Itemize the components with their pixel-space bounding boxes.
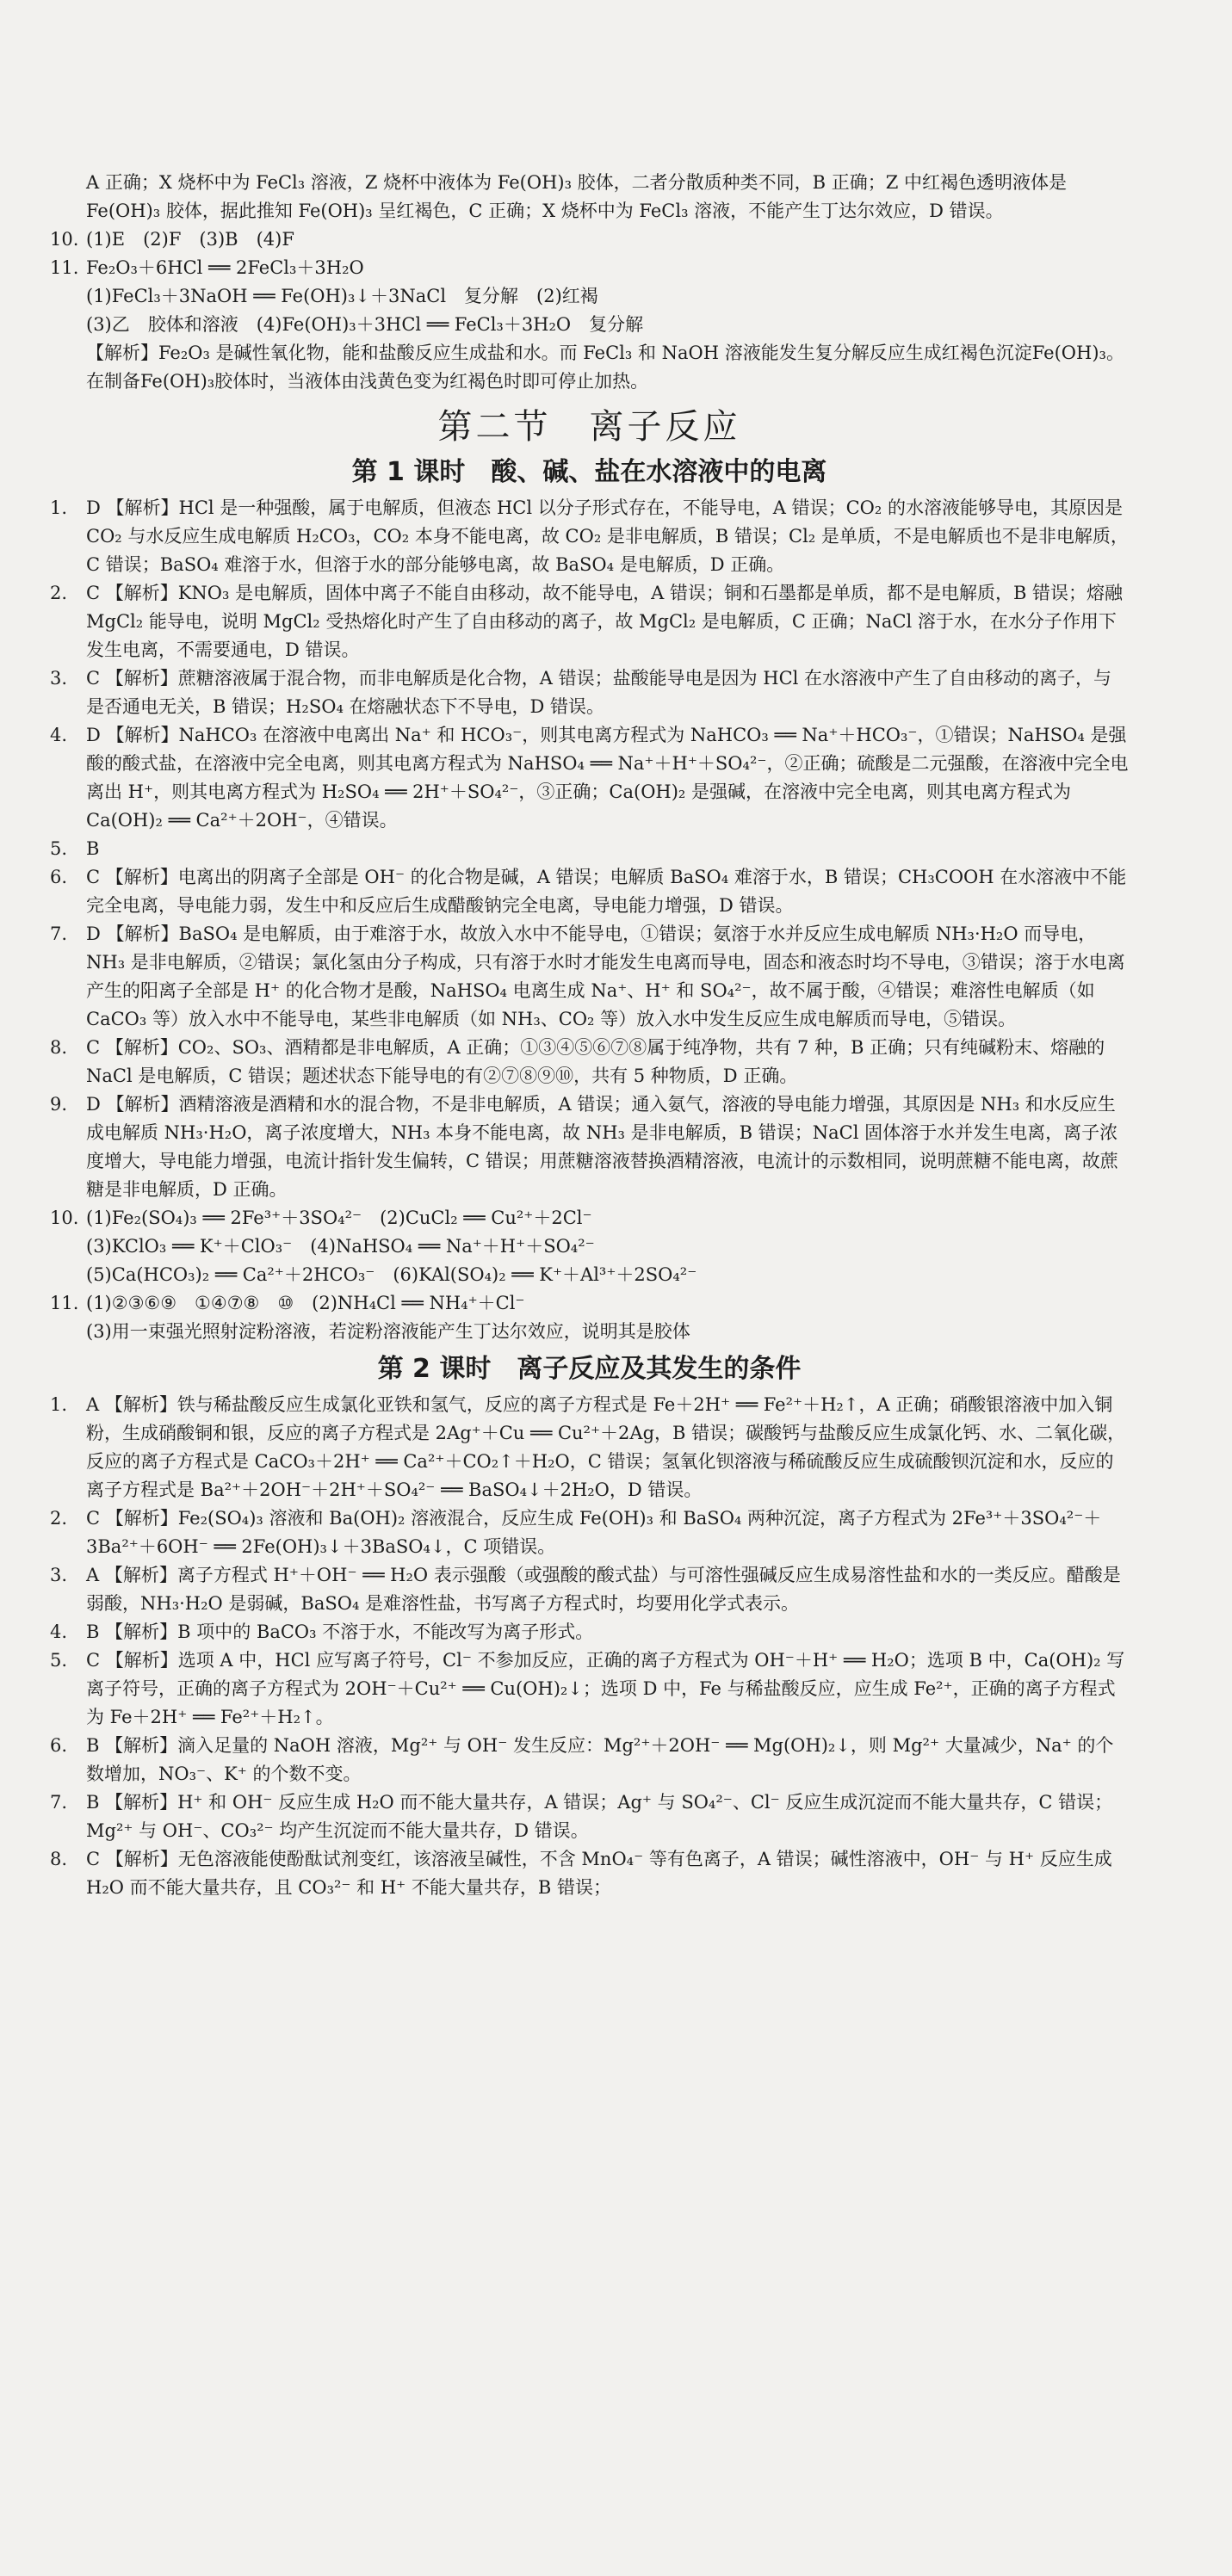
answer-item [50, 1845, 1129, 1902]
item-body [86, 1204, 1129, 1289]
item-text: D 【解析】NaHCO₃ 在溶液中电离出 Na⁺ 和 HCO₃⁻，则其电离方程式为 NaHCO₃ ══ Na⁺＋HCO₃⁻，①错误；NaHSO₄ 是强酸的酸式盐，在溶液中完全电离，则其电离方程式为 NaHSO₄ ══ Na⁺＋H⁺＋SO₄²⁻，②正确；硫酸是二元强酸，在溶液中完全电离出 H⁺，则其电离方程式为 H₂SO₄ ══ 2H⁺＋SO₄²⁻，③正确；Ca(OH)₂ 是强碱，在溶液中完全电离，则其电离方程式为 Ca(OH)₂ ══ Ca²⁺＋2OH⁻，④错误。 [86, 725, 1129, 831]
lesson-title: 第 1 课时 酸、碱、盐在水溶液中的电离 [351, 457, 827, 487]
item-number: 8. [50, 1037, 68, 1058]
item-number: 7. [50, 1792, 68, 1813]
item-text: B 【解析】B 项中的 BaCO₃ 不溶于水，不能改写为离子形式。 [86, 1622, 594, 1642]
item-text: D 【解析】HCl 是一种强酸，属于电解质，但液态 HCl 以分子形式存在，不能导电，A 错误；CO₂ 的水溶液能够导电，其原因是 CO₂ 与水反应生成电解质 H₂CO₃，CO₂ 本身不能电离，故 CO₂ 是非电解质，B 错误；Cl₂ 是单质，不是电解质也不是非电解质，C 错误；BaSO₄ 难溶于水，但溶于水的部分能够电离，故 BaSO₄ 是电解质，D 正确。 [86, 497, 1129, 575]
lesson2-list [50, 1391, 1129, 1902]
answer-line: (1)FeCl₃＋3NaOH ══ Fe(OH)₃↓＋3NaCl 复分解 (2)红褐 [86, 286, 598, 306]
answer-item [50, 1504, 1129, 1561]
item-text: C 【解析】CO₂、SO₃、酒精都是非电解质，A 正确；①③④⑤⑥⑦⑧属于纯净物，共有 7 种，B 正确；只有纯碱粉末、熔融的 NaCl 是电解质，C 错误；题述状态下能导电的有②⑦⑧⑨⑩，共有 5 种物质，D 正确。 [86, 1037, 1105, 1086]
item-text: C 【解析】选项 A 中，HCl 应写离子符号，Cl⁻ 不参加反应，正确的离子方程式为 OH⁻＋H⁺ ══ H₂O；选项 B 中，Ca(OH)₂ 写离子符号，正确的离子方程式为 2OH⁻＋Cu²⁺ ══ Cu(OH)₂↓；选项 D 中，Fe 与稀盐酸反应，应生成 Fe²⁺，正确的离子方程式为 Fe＋2H⁺ ══ Fe²⁺＋H₂↑。 [86, 1650, 1125, 1727]
answer-item [50, 1732, 1129, 1788]
item-number: 2. [50, 1508, 68, 1529]
item-text: D 【解析】酒精溶液是酒精和水的混合物，不是非电解质，A 错误；通入氨气，溶液的导电能力增强，其原因是 NH₃ 和水反应生成电解质 NH₃·H₂O，离子浓度增大，NH₃ 本身不能电离，故 NH₃ 是非电解质，B 错误；NaCl 固体溶于水并发生电离，离子浓度增大，导电能力增强，电流计指针发生偏转，C 错误；用蔗糖溶液替换酒精溶液，电流计的示数相同，说明蔗糖不能电离，故蔗糖是非电解质，D 正确。 [86, 1094, 1118, 1200]
item-number: 2. [50, 583, 68, 603]
answer-item [50, 835, 1129, 863]
answer-item [50, 579, 1129, 664]
answer-item [50, 1561, 1129, 1618]
item-number: 7. [50, 924, 68, 944]
answer-item [50, 920, 1129, 1034]
lesson1-list [50, 494, 1129, 1346]
answer-item [50, 1204, 1129, 1289]
section-title: 第二节 离子反应 [437, 407, 741, 447]
item-number: 11. [50, 1293, 79, 1313]
item-text: C 【解析】Fe₂(SO₄)₃ 溶液和 Ba(OH)₂ 溶液混合，反应生成 Fe(OH)₃ 和 BaSO₄ 两种沉淀，离子方程式为 2Fe³⁺＋3SO₄²⁻＋3Ba²⁺＋6OH⁻ ══ 2Fe(OH)₃↓＋3BaSO₄↓，C 项错误。 [86, 1508, 1102, 1557]
item-number: 1. [50, 497, 68, 518]
answer-line: (1)②③⑥⑨ ①④⑦⑧ ⑩ (2)NH₄Cl ══ NH₄⁺＋Cl⁻ [86, 1293, 525, 1313]
item-number: 3. [50, 668, 68, 689]
item-number: 4. [50, 725, 68, 745]
answer-item [50, 664, 1129, 721]
answer-item [50, 1090, 1129, 1204]
item-number: 3. [50, 1565, 68, 1585]
equation-line: (5)Ca(HCO₃)₂ ══ Ca²⁺＋2HCO₃⁻ (6)KAl(SO₄)₂ ══ K⁺＋Al³⁺＋2SO₄²⁻ [86, 1264, 697, 1285]
item-text: B 【解析】滴入足量的 NaOH 溶液，Mg²⁺ 与 OH⁻ 发生反应：Mg²⁺＋2OH⁻ ══ Mg(OH)₂↓，则 Mg²⁺ 大量减少，Na⁺ 的个数增加，NO₃⁻、K⁺ 的个数不变。 [86, 1735, 1114, 1784]
intro-continuation: A 正确；X 烧杯中为 FeCl₃ 溶液，Z 烧杯中液体为 Fe(OH)₃ 胶体，二者分散质种类不同，B 正确；Z 中红褐色透明液体是 Fe(OH)₃ 胶体，据此推知 Fe(OH)₃ 呈红褐色，C 正确；X 烧杯中为 FeCl₃ 溶液，不能产生丁达尔效应，D 错误。 [86, 172, 1068, 221]
item-text: B 【解析】H⁺ 和 OH⁻ 反应生成 H₂O 而不能大量共存，A 错误；Ag⁺ 与 SO₄²⁻、Cl⁻ 反应生成沉淀而不能大量共存，C 错误；Mg²⁺ 与 OH⁻、CO₃²⁻ 均产生沉淀而不能大量共存，D 错误。 [86, 1792, 1113, 1841]
item-text: (1)E (2)F (3)B (4)F [86, 229, 294, 250]
item-number: 10. [50, 229, 79, 250]
answer-line: (3)用一束强光照射淀粉溶液，若淀粉溶液能产生丁达尔效应，说明其是胶体 [86, 1321, 690, 1342]
item-text: A 【解析】离子方程式 H⁺＋OH⁻ ══ H₂O 表示强酸（或强酸的酸式盐）与可溶性强碱反应生成易溶性盐和水的一类反应。醋酸是弱酸，NH₃·H₂O 是弱碱，BaSO₄ 是难溶性盐，书写离子方程式时，均要用化学式表示。 [86, 1565, 1121, 1614]
item-body [86, 254, 1129, 396]
answer-item [50, 863, 1129, 920]
answer-item [50, 1646, 1129, 1732]
item-number: 8. [50, 1849, 68, 1869]
item-number: 6. [50, 867, 68, 887]
equation-line: (1)Fe₂(SO₄)₃ ══ 2Fe³⁺＋3SO₄²⁻ (2)CuCl₂ ══ Cu²⁺＋2Cl⁻ [86, 1208, 592, 1228]
item-text: D 【解析】BaSO₄ 是电解质，由于难溶于水，故放入水中不能导电，①错误；氨溶于水并反应生成电解质 NH₃·H₂O 而导电，NH₃ 是非电解质，②错误；氯化氢由分子构成，只有溶于水时才能发生电离而导电，固态和液态时均不导电，③错误；溶于水电离产生的阳离子全部是 H⁺ 的化合物才是酸，NaHSO₄ 电离生成 Na⁺、H⁺ 和 SO₄²⁻，故不属于酸，④错误；难溶性电解质（如 CaCO₃ 等）放入水中不能导电，某些非电解质（如 NH₃、CO₂ 等）放入水中发生反应生成电解质而导电，⑤错误。 [86, 924, 1125, 1029]
answer-item [50, 1788, 1129, 1845]
item-text: C 【解析】电离出的阴离子全部是 OH⁻ 的化合物是碱，A 错误；电解质 BaSO₄ 难溶于水，B 错误；CH₃COOH 在水溶液中不能完全电离，导电能力弱，发生中和反应后生成醋酸钠完全电离，导电能力增强，D 错误。 [86, 867, 1127, 916]
answer-item [50, 721, 1129, 835]
item-text: C 【解析】蔗糖溶液属于混合物，而非电解质是化合物，A 错误；盐酸能导电是因为 HCl 在水溶液中产生了自由移动的离子，与是否通电无关，B 错误；H₂SO₄ 在熔融状态下不导电，D 错误。 [86, 668, 1112, 717]
answer-item [50, 1391, 1129, 1504]
answer-item [50, 254, 1129, 396]
item-text: B [86, 838, 100, 859]
item-number: 5. [50, 838, 68, 859]
item-number: 1. [50, 1394, 68, 1415]
item-text: A 【解析】铁与稀盐酸反应生成氯化亚铁和氢气，反应的离子方程式是 Fe＋2H⁺ ══ Fe²⁺＋H₂↑，A 正确；硝酸银溶液中加入铜粉，生成硝酸铜和银，反应的离子方程式是 2Ag⁺＋Cu ══ Cu²⁺＋2Ag，B 错误；碳酸钙与盐酸反应生成氯化钙、水、二氧化碳，反应的离子方程式是 CaCO₃＋2H⁺ ══ Ca²⁺＋CO₂↑＋H₂O，C 错误；氢氧化钡溶液与稀硫酸反应生成硫酸钡沉淀和水，反应的离子方程式是 Ba²⁺＋2OH⁻＋2H⁺＋SO₄²⁻ ══ BaSO₄↓＋2H₂O，D 错误。 [86, 1394, 1126, 1500]
item-number: 10. [50, 1208, 79, 1228]
answer-line: (3)乙 胶体和溶液 (4)Fe(OH)₃＋3HCl ══ FeCl₃＋3H₂O 复分解 [86, 314, 644, 335]
item-number: 6. [50, 1735, 68, 1756]
equation-line: (3)KClO₃ ══ K⁺＋ClO₃⁻ (4)NaHSO₄ ══ Na⁺＋H⁺＋SO₄²⁻ [86, 1236, 595, 1257]
item-text: C 【解析】KNO₃ 是电解质，固体中离子不能自由移动，故不能导电，A 错误；铜和石墨都是单质，都不是电解质，B 错误；熔融 MgCl₂ 能导电，说明 MgCl₂ 受热熔化时产生了自由移动的离子，故 MgCl₂ 是电解质，C 正确；NaCl 溶于水，在水分子作用下发生电离，不需要通电，D 错误。 [86, 583, 1124, 660]
item-number: 9. [50, 1094, 68, 1115]
answer-item [50, 225, 1129, 254]
answer-item [50, 1289, 1129, 1346]
lesson-title: 第 2 课时 离子反应及其发生的条件 [377, 1354, 802, 1384]
item-number: 4. [50, 1622, 68, 1642]
item-number: 5. [50, 1650, 68, 1671]
explanation: 【解析】Fe₂O₃ 是碱性氧化物，能和盐酸反应生成盐和水。而 FeCl₃ 和 NaOH 溶液能发生复分解反应生成红褐色沉淀Fe(OH)₃。在制备Fe(OH)₃胶体时，当液体由浅黄色变为红褐色时即可停止加热。 [86, 343, 1124, 392]
item-number: 11. [50, 257, 79, 278]
item-text: C 【解析】无色溶液能使酚酞试剂变红，该溶液呈碱性，不含 MnO₄⁻ 等有色离子，A 错误；碱性溶液中，OH⁻ 与 H⁺ 反应生成 H₂O 而不能大量共存，且 CO₃²⁻ 和 H⁺ 不能大量共存，B 错误； [86, 1849, 1112, 1898]
answer-item [50, 1618, 1129, 1646]
answer-item [50, 1034, 1129, 1090]
equation-line: Fe₂O₃＋6HCl ══ 2FeCl₃＋3H₂O [86, 257, 364, 278]
answer-item [50, 494, 1129, 579]
item-body [86, 1289, 1129, 1346]
